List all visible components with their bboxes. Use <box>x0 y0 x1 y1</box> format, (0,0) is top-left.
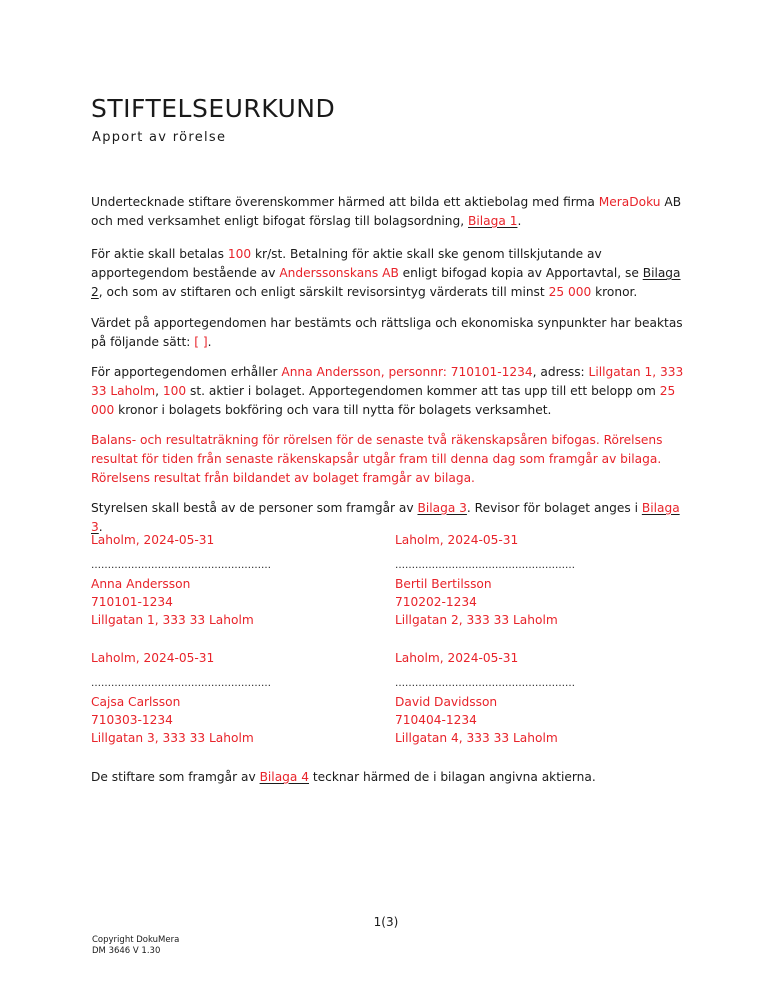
bilaga-1-link[interactable]: Bilaga 1 <box>468 214 518 228</box>
signatory-address: Lillgatan 3, 333 33 Laholm <box>91 731 254 745</box>
footer-copyright: Copyright DokuMera <box>92 935 180 945</box>
signatory-id: 710303-1234 <box>91 713 173 727</box>
signatory-name: Bertil Bertilsson <box>395 577 492 591</box>
text: Styrelsen skall bestå av de personer som framgår av <box>91 501 418 515</box>
bilaga-2-link[interactable]: Bilaga 2 <box>91 266 681 299</box>
company-name: MeraDoku <box>598 195 661 209</box>
text: Värdet på apportegendomen har bestämts och rättsliga och ekonomiska synpunkter har beaktas på följande sätt: <box>91 316 683 349</box>
signature-place-date: Laholm, 2024-05-31 <box>91 651 215 665</box>
signature-line: ……………………………………………… <box>395 560 575 571</box>
text: . <box>517 214 522 228</box>
text: De stiftare som framgår av <box>91 770 260 784</box>
signature-block <box>395 531 635 629</box>
signature-line: ……………………………………………… <box>91 678 271 689</box>
seller-name: Anderssonskans AB <box>279 266 399 280</box>
signatory-name: David Davidsson <box>395 695 498 709</box>
paragraph-formation <box>91 193 691 231</box>
signatory-id: 710101-1234 <box>91 595 173 609</box>
text: kronor i bolagets bokföring och vara till nytta för bolagets verksamhet. <box>114 403 552 417</box>
text: , och som av stiftaren och enligt särskilt revisorsintyg värderats till minst <box>98 285 549 299</box>
valuation-blank: [ ] <box>194 335 208 349</box>
recipient-address: Lillgatan 1, 333 33 Laholm <box>91 365 684 398</box>
recipient-person: Anna Andersson, personnr: 710101-1234 <box>281 365 533 379</box>
paragraph-allocation <box>91 363 691 420</box>
text: För apportegendomen erhåller <box>91 365 282 379</box>
paragraph-financials: Balans- och resultaträkning för rörelsen för de senaste två räkenskapsåren bifogas. Rörelsens resultat för tiden från senaste räkenskapsår utgår fram till denna dag som framgår av bilaga. Rörelsens resultat från bildandet av bolaget framgår av bilaga. <box>91 433 663 485</box>
share-price: 100 <box>227 247 252 261</box>
text: st. aktier i bolaget. Apportegendomen kommer att tas upp till ett belopp om <box>186 384 660 398</box>
text: tecknar härmed de i bilagan angivna aktierna. <box>309 770 596 784</box>
signatory-id: 710202-1234 <box>395 595 477 609</box>
text: enligt bifogad kopia av Apportavtal, se <box>398 266 643 280</box>
signature-place-date: Laholm, 2024-05-31 <box>395 651 519 665</box>
text: . <box>98 520 103 534</box>
signature-line: ……………………………………………… <box>395 678 575 689</box>
footer-version: DM 3646 V 1.30 <box>92 946 161 956</box>
signature-place-date: Laholm, 2024-05-31 <box>91 533 215 547</box>
footer <box>92 935 179 957</box>
signature-block <box>91 531 331 629</box>
text: . Revisor för bolaget anges i <box>466 501 642 515</box>
text: kr/st. Betalning för aktie skall ske genom tillskjutande av apportegendom bestående av <box>91 247 602 280</box>
text: , <box>155 384 163 398</box>
paragraph-payment <box>91 245 691 302</box>
bilaga-3-link[interactable]: Bilaga 3 <box>91 501 680 534</box>
bilaga-3-link[interactable]: Bilaga 3 <box>417 501 467 515</box>
valuation-amount: 25 000 <box>548 285 592 299</box>
paragraph-valuation <box>91 314 691 352</box>
signature-place-date: Laholm, 2024-05-31 <box>395 533 519 547</box>
signatory-address: Lillgatan 1, 333 33 Laholm <box>91 613 254 627</box>
text: kronor. <box>591 285 638 299</box>
booking-amount: 25 000 <box>91 384 676 417</box>
page-number: 1(3) <box>373 915 399 929</box>
signatory-address: Lillgatan 4, 333 33 Laholm <box>395 731 558 745</box>
signatory-name: Cajsa Carlsson <box>91 695 181 709</box>
text: Undertecknade stiftare överenskommer härmed att bilda ett aktiebolag med firma <box>91 195 599 209</box>
paragraph-subscription <box>91 768 691 787</box>
share-count: 100 <box>162 384 187 398</box>
text: För aktie skall betalas <box>91 247 228 261</box>
signatory-id: 710404-1234 <box>395 713 477 727</box>
text: AB och med verksamhet enligt bifogat förslag till bolagsordning, <box>91 195 682 228</box>
signature-block <box>395 649 635 747</box>
signatory-address: Lillgatan 2, 333 33 Laholm <box>395 613 558 627</box>
document-subtitle: Apport av rörelse <box>92 130 227 145</box>
signature-block <box>91 649 331 747</box>
bilaga-4-link[interactable]: Bilaga 4 <box>259 770 309 784</box>
text: , adress: <box>532 365 589 379</box>
document-title: STIFTELSEURKUND <box>91 94 336 123</box>
text: . <box>207 335 212 349</box>
signature-line: ……………………………………………… <box>91 560 271 571</box>
signatory-name: Anna Andersson <box>91 577 191 591</box>
